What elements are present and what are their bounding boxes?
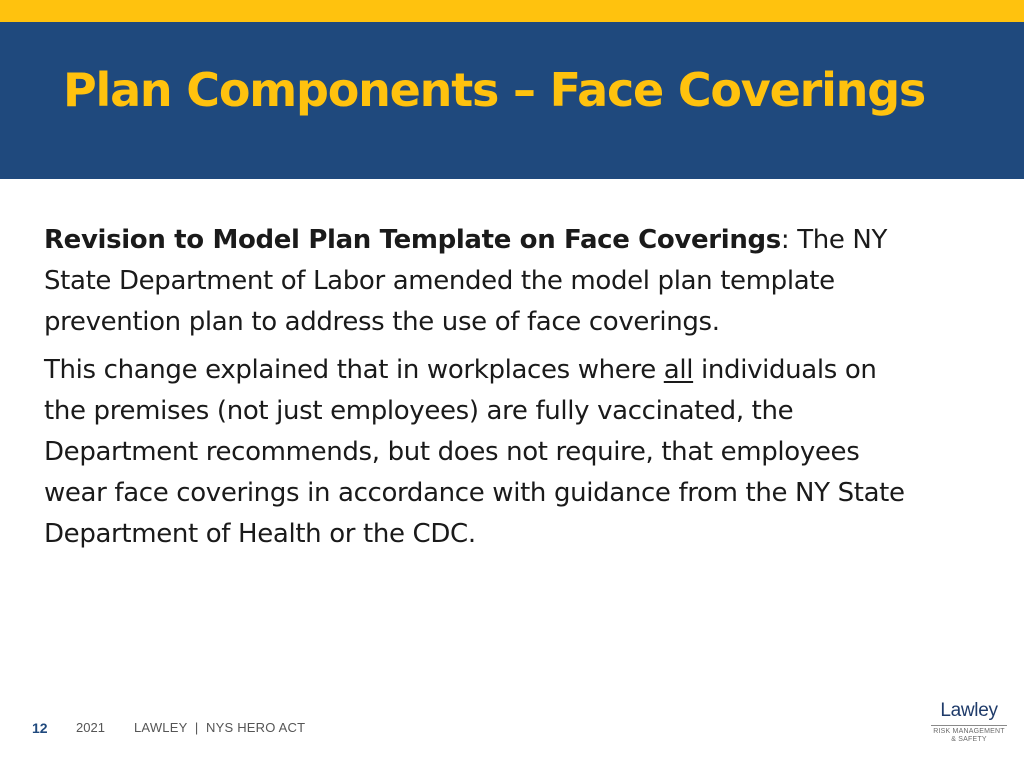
top-accent-bar	[0, 0, 1024, 22]
paragraph-change	[44, 350, 924, 555]
revision-heading: Revision to Model Plan Template on Face Coverings	[44, 225, 781, 255]
logo-tagline-1: RISK MANAGEMENT	[933, 728, 1005, 735]
slide-footer	[0, 716, 700, 738]
logo-wordmark: Lawley	[940, 700, 998, 721]
lawley-logo	[924, 700, 1014, 752]
revision-text: : The NY State Department of Labor amended the model plan template prevention plan to address the use of face coverings.	[44, 225, 888, 337]
logo-divider	[931, 725, 1007, 726]
page-number: 12	[32, 720, 48, 736]
slide-title: Plan Components – Face Coverings	[63, 63, 926, 117]
slide-body	[44, 220, 924, 555]
paragraph-revision	[44, 220, 924, 343]
footer-label: LAWLEY | NYS HERO ACT	[134, 720, 306, 735]
change-text-before: This change explained that in workplaces where	[44, 355, 664, 385]
change-text-after: individuals on the premises (not just employees) are fully vaccinated, the Department recommends, but does not require, that employees wear face coverings in accordance with guidance from the NY State Department of Health or the CDC.	[44, 355, 905, 549]
logo-tagline-2: & SAFETY	[951, 736, 987, 743]
emphasis-all: all	[663, 355, 694, 385]
footer-year: 2021	[76, 720, 105, 735]
